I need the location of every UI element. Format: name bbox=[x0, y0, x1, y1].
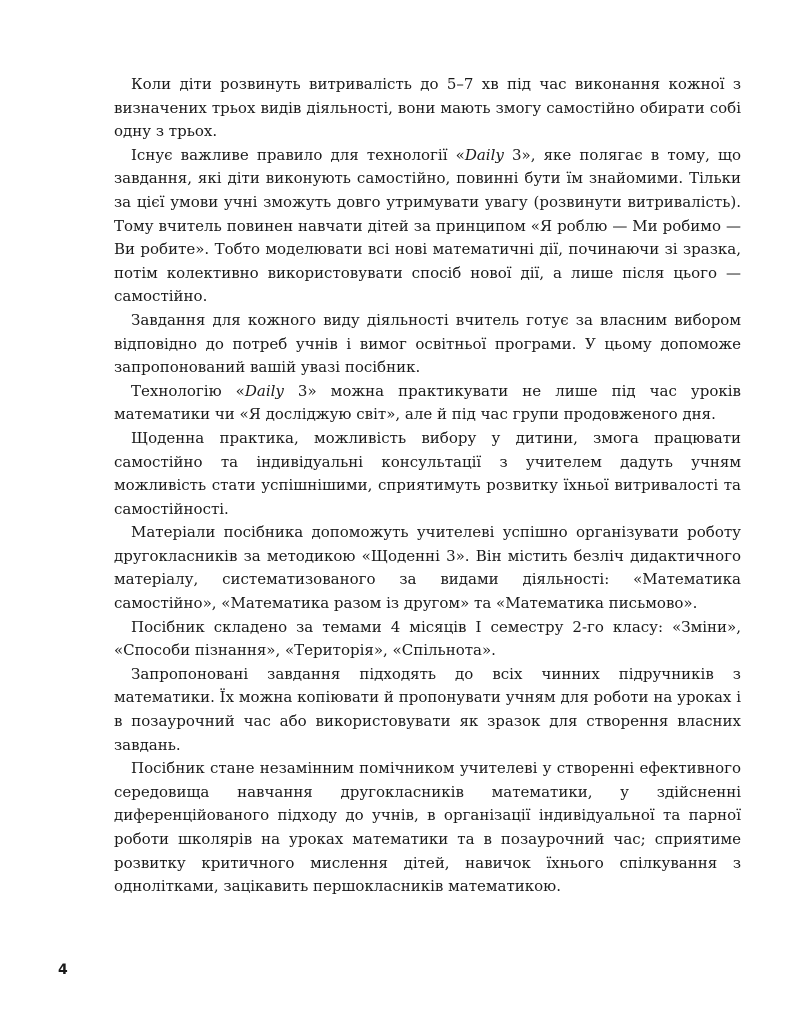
paragraph: Існує важливе правило для технології «Daily 3», яке полягає в тому, що завдання, які діти виконують самостійно, повинні бути їм знайомими. Тільки за цієї умови учні зможуть довго утримувати увагу (розвинути витривалість). Тому вчитель повинен навчати дітей за принципом «Я роблю — Ми робимо — Ви робите». Тобто моделювати всі нові математичні дії, починаючи зі зразка, потім колективно використовувати спосіб нової дії, а лише після цього — самостійно. bbox=[114, 145, 742, 306]
paragraph: Посібник складено за темами 4 місяців І семестру 2-го класу: «Зміни», «Способи пізнання», «Територія», «Спільнота». bbox=[114, 617, 741, 660]
paragraph: Щоденна практика, можливість вибору у дитини, змога працювати самостійно та індивідуальні консультації з учителем дадуть учням можливість стати успішнішими, сприятимуть розвитку їхньої витривалості та самостійності. bbox=[114, 428, 741, 518]
daily-italic: Daily bbox=[464, 145, 504, 164]
paragraph: Матеріали посібника допоможуть учителеві успішно організувати роботу другокласників за методикою «Щоденні 3». Він містить безліч дидактичного матеріалу, систематизованого за видами діяльності: «Математика самостійно», «Математика разом із другом» та «Математика письмово». bbox=[114, 523, 741, 613]
paragraph: Коли діти розвинуть витривалість до 5–7 хв під час виконання кожної з визначених трьох видів діяльності, вони мають змогу самостійно обирати собі одну з трьох. bbox=[114, 75, 741, 141]
daily-italic: Daily bbox=[244, 381, 284, 400]
page-number: 4 bbox=[58, 962, 68, 978]
paragraph: Завдання для кожного виду діяльності вчитель готує за власним вибором відповідно до потреб учнів і вимог освітньої програми. У цьому допоможе запропонований вашій увазі посібник. bbox=[114, 310, 741, 377]
body-text bbox=[114, 73, 741, 899]
paragraph: Технологію «Daily 3» можна практикувати не лише під час уроків математики чи «Я досліджую світ», але й під час групи продовженого дня. bbox=[114, 381, 741, 424]
paragraph: Посібник стане незамінним помічником учителеві у створенні ефективного середовища навчання другокласників математики, у здійсненні диференційованого підходу до учнів, в організації індивідуальної та парної роботи школярів на уроках математики та в позаурочний час; сприятиме розвитку критичного мислення дітей, навичок їхнього спілкування з однолітками, зацікавить першокласників математикою. bbox=[114, 759, 741, 896]
paragraph: Запропоновані завдання підходять до всіх чинних підручників з математики. Їх можна копіювати й пропонувати учням для роботи на уроках і в позаурочний час або використовувати як зразок для створення власних завдань. bbox=[114, 664, 741, 754]
